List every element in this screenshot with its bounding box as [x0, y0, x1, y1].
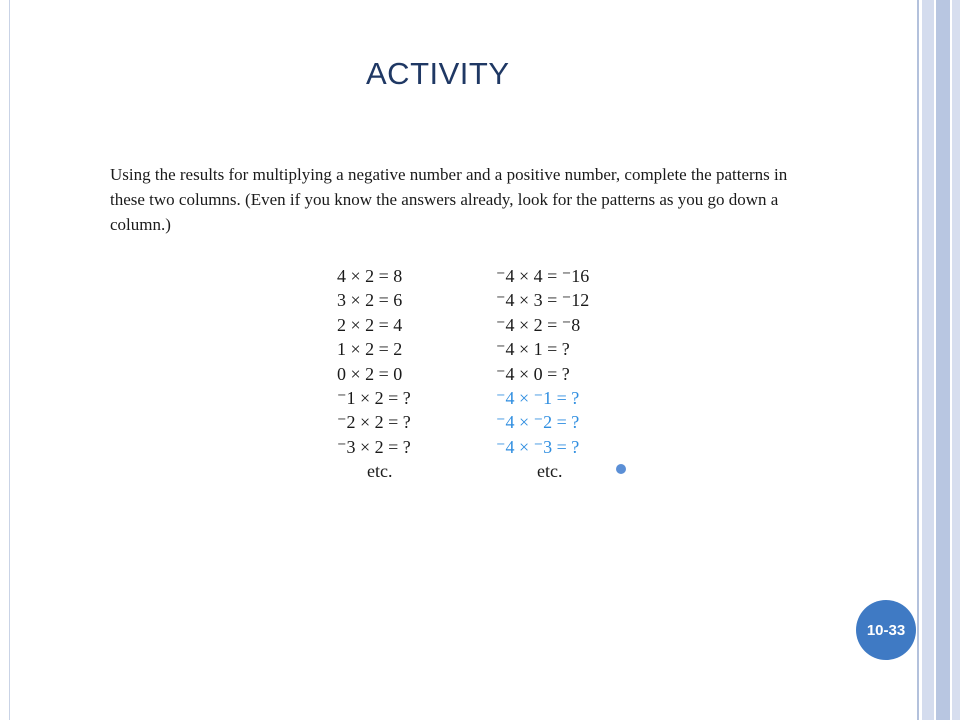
- highlighted-equation: ⁻4 × ⁻1 = ?: [496, 388, 580, 409]
- equation: ⁻1 × 2 = ?: [337, 388, 411, 409]
- equation: 0 × 2 = 0: [337, 363, 403, 384]
- equation: 2 × 2 = 4: [337, 314, 403, 335]
- equation: ⁻4 × 3 = ⁻12: [496, 290, 590, 311]
- equation: ⁻4 × 0 = ?: [496, 363, 570, 384]
- equation: 4 × 2 = 8: [337, 266, 403, 286]
- equation: ⁻3 × 2 = ?: [337, 436, 411, 457]
- slide-right-border: [917, 0, 919, 720]
- equation: ⁻4 × 4 = ⁻16: [496, 266, 590, 286]
- activity-instructions: Using the results for multiplying a negative number and a positive number, complete the patterns in these two columns. (Even if you know the answers already, look for the patterns as you go down a column.): [110, 165, 788, 234]
- etc-label: etc.: [367, 461, 393, 482]
- slide-number: 10-33: [866, 621, 906, 639]
- bullet-dot-icon: [616, 464, 626, 474]
- highlighted-equation: ⁻4 × ⁻3 = ?: [496, 436, 580, 457]
- equation: ⁻4 × 1 = ?: [496, 339, 570, 360]
- left-pattern-column: [337, 264, 411, 484]
- decorative-stripe: [952, 0, 960, 720]
- equation: ⁻2 × 2 = ?: [337, 412, 411, 433]
- highlighted-equation: ⁻4 × ⁻2 = ?: [496, 412, 580, 433]
- equation: 3 × 2 = 6: [337, 290, 403, 311]
- slide-number-badge: [856, 600, 916, 660]
- decorative-stripe: [936, 0, 950, 720]
- equation: 1 × 2 = 2: [337, 339, 403, 360]
- equation: ⁻4 × 2 = ⁻8: [496, 314, 581, 335]
- right-pattern-column: [496, 264, 589, 484]
- etc-label: etc.: [537, 461, 563, 482]
- slide-title: ACTIVITY: [366, 56, 510, 91]
- decorative-stripe: [922, 0, 934, 720]
- slide-left-border: [9, 0, 10, 720]
